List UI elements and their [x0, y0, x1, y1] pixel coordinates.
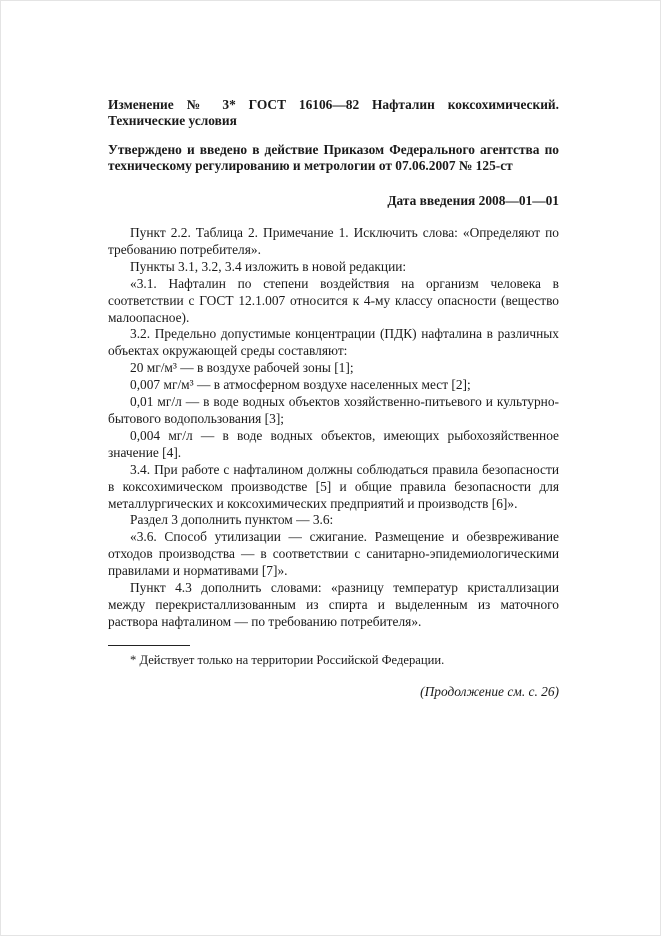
effective-date: Дата введения 2008—01—01	[387, 192, 559, 208]
continuation-note: (Продолжение см. с. 26)	[420, 684, 559, 700]
paragraph: Пункты 3.1, 3.2, 3.4 изложить в новой редакции:	[130, 258, 407, 274]
footnote-divider	[108, 645, 190, 646]
paragraph: Раздел 3 дополнить пунктом — 3.6:	[130, 512, 334, 528]
paragraph: 0,004 мг/л — в воде водных объектов, имеющих рыбохозяйственное значение [4].	[108, 427, 559, 460]
document-content	[108, 97, 559, 701]
paragraph: Пункт 2.2. Таблица 2. Примечание 1. Исключить слова: «Определяют по требованию потребителя».	[108, 225, 559, 257]
paragraph: 3.2. Предельно допустимые концентрации (ПДК) нафталина в различных объектах окружающей среды составляют:	[108, 326, 559, 359]
paragraph: 20 мг/м³ — в воздухе рабочей зоны [1];	[130, 360, 354, 376]
body-text	[108, 225, 559, 631]
footnote: * Действует только на территории Российской Федерации.	[130, 652, 445, 667]
change-title: Изменение № 3* ГОСТ 16106—82 Нафталин коксохимический. Технические условия	[108, 97, 559, 129]
paragraph: Пункт 4.3 дополнить словами: «разницу температур кристаллизации между перекристаллизованным из спирта и выделенным из маточного раствора нафталином — по требованию потребителя».	[108, 580, 559, 629]
paragraph: «3.6. Способ утилизации — сжигание. Размещение и обезвреживание отходов производства — в соответствии с санитарно-эпидемиологическими правилами и нормативами [7]».	[108, 529, 559, 579]
paragraph: «3.1. Нафталин по степени воздействия на организм человека в соответствии с ГОСТ 12.1.007 относится к 4-му классу опасности (вещество малоопасное).	[108, 275, 559, 325]
paragraph: 3.4. При работе с нафталином должны соблюдаться правила безопасности в коксохимическом производстве [5] и общие правила безопасности для металлургических и коксохимических предприятий и производств [6]».	[108, 461, 559, 511]
approval-statement: Утверждено и введено в действие Приказом Федерального агентства по техническому регулированию и метрологии от 07.06.2007 № 125-ст	[108, 141, 559, 174]
paragraph: 0,01 мг/л — в воде водных объектов хозяйственно-питьевого и культурно-бытового водопользования [3];	[108, 394, 559, 426]
paragraph: 0,007 мг/м³ — в атмосферном воздухе населенных мест [2];	[130, 377, 471, 393]
